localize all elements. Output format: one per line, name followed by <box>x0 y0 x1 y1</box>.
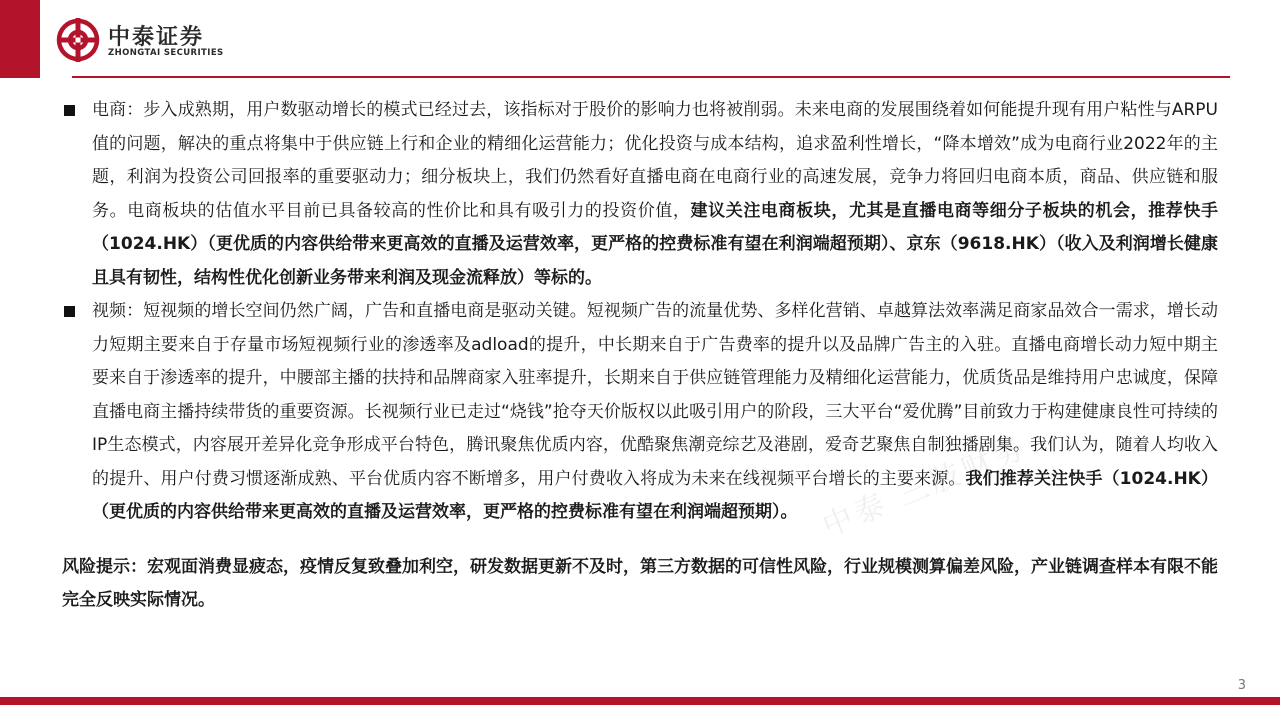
header-divider <box>72 76 1230 78</box>
video-recommendation: 我们推荐关注快手（1024.HK）（更优质的内容供给带来更高效的直播及运营效率，更严格的控费标准有望在利润端超预期）。 <box>92 468 1218 522</box>
logo-name-cn: 中泰证券 <box>108 25 205 50</box>
square-bullet-icon <box>64 306 75 317</box>
company-logo <box>56 18 226 62</box>
square-bullet-icon <box>64 105 75 116</box>
ecommerce-text: 电商：步入成熟期，用户数驱动增长的模式已经过去，该指标对于股价的影响力也将被削弱。未来电商的发展围绕着如何能提升现有用户粘性与ARPU值的问题，解决的重点将集中于供应链上行和企业的精细化运营能力；优化投资与成本结构，追求盈利性增长，“降本增效”成为电商行业2022年的主题，利润为投资公司回报率的重要驱动力；细分板块上，我们仍然看好直播电商在电商行业的高速发展，竞争力将回归电商本质，商品、供应链和服务。电商板块的估值水平目前已具备较高的性价比和具有吸引力的投资价值， <box>92 100 1218 221</box>
report-body <box>62 94 1218 618</box>
page-number: 3 <box>1237 678 1246 693</box>
watermark: 中泰 三肢财务 <box>817 430 1033 545</box>
header-accent-bar <box>0 0 40 78</box>
ecommerce-recommendation: 建议关注电商板块，尤其是直播电商等细分子板块的机会，推荐快手（1024.HK）（更优质的内容供给带来更高效的直播及运营效率，更严格的控费标准有望在利润端超预期）、京东（9618.HK）（收入及利润增长健康且具有韧性，结构性优化创新业务带来利润及现金流释放）等标的。 <box>92 200 1219 288</box>
video-text: 视频：短视频的增长空间仍然广阔，广告和直播电商是驱动关键。短视频广告的流量优势、多样化营销、卓越算法效率满足商家品效合一需求，增长动力短期主要来自于存量市场短视频行业的渗透率及adload的提升，中长期来自于广告费率的提升以及品牌广告主的入驻。直播电商增长动力短中期主要来自于渗透率的提升，中腰部主播的扶持和品牌商家入驻率提升，长期来自于供应链管理能力及精细化运营能力，优质货品是维持用户忠诚度，保障直播电商主播持续带货的重要资源。长视频行业已走过“烧钱”抢夺天价版权以此吸引用户的阶段，三大平台“爱优腾”目前致力于构建健康良性可持续的IP生态模式，内容展开差异化竞争形成平台特色，腾讯聚焦优质内容，优酷聚焦潮竞综艺及港剧，爱奇艺聚焦自制独播剧集。我们认为，随着人均收入的提升、用户付费习惯逐渐成熟、平台优质内容不断增多，用户付费收入将成为未来在线视频平台增长的主要来源。 <box>92 301 1218 489</box>
logo-name-en: ZHONGTAI SECURITIES <box>108 48 224 58</box>
zhongtai-logo-icon <box>56 18 100 62</box>
footer-accent-bar <box>0 697 1280 705</box>
bullet-video <box>62 295 1218 530</box>
bullet-ecommerce <box>62 94 1218 295</box>
risk-warning: 风险提示：宏观面消费显疲态，疫情反复致叠加利空，研发数据更新不及时，第三方数据的可信性风险，行业规模测算偏差风险，产业链调查样本有限不能完全反映实际情况。 <box>62 556 1218 610</box>
